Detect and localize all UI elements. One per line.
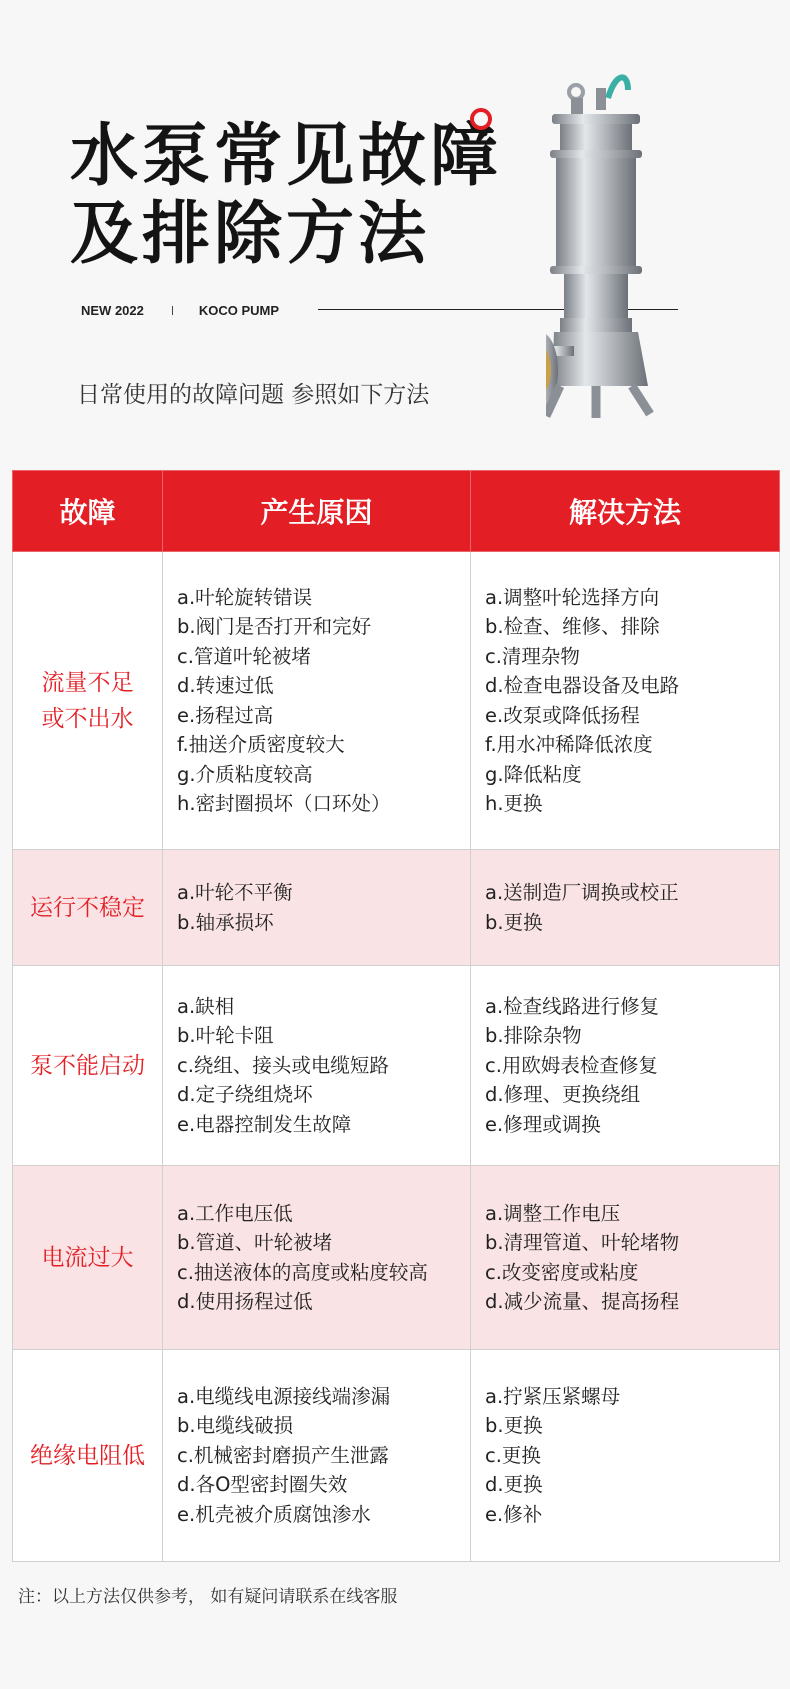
meta-row: [81, 300, 279, 320]
solution-item: c.用欧姆表检查修复: [485, 1053, 658, 1077]
fault-name: 绝缘电阻低: [13, 1350, 163, 1562]
solution-cell: [471, 552, 780, 850]
cause-item: d.转速过低: [177, 674, 274, 697]
cause-item: a.叶轮旋转错误: [177, 585, 313, 609]
cause-item: a.工作电压低: [177, 1201, 293, 1225]
table-row: [13, 850, 780, 966]
solution-item: h.更换: [485, 792, 543, 815]
cause-cell: [163, 850, 471, 966]
cause-item: b.管道、叶轮被堵: [177, 1231, 333, 1254]
solution-item: d.更换: [485, 1473, 543, 1497]
header-fault: 故障: [13, 471, 163, 552]
cause-cell: [163, 552, 471, 850]
cause-item: e.电器控制发生故障: [177, 1112, 352, 1136]
solution-item: g.降低粘度: [485, 762, 582, 786]
title-block: [70, 118, 502, 274]
submersible-pump-image: [546, 70, 696, 420]
cause-item: c.绕组、接头或电缆短路: [177, 1053, 389, 1077]
cause-item: e.扬程过高: [177, 703, 274, 727]
cause-item: f.抽送介质密度较大: [177, 733, 345, 756]
table-row: [13, 1350, 780, 1562]
cause-cell: [163, 966, 471, 1166]
meta-divider: [172, 306, 173, 315]
fault-name: 流量不足 或不出水: [13, 552, 163, 850]
header-solution: 解决方法: [471, 471, 780, 552]
solution-item: b.排除杂物: [485, 1024, 582, 1048]
ring-ornament: [470, 108, 492, 130]
table-header: [13, 471, 780, 552]
cause-item: d.定子绕组烧坏: [177, 1083, 313, 1107]
cause-item: d.各O型密封圈失效: [177, 1473, 348, 1497]
cause-item: c.管道叶轮被堵: [177, 644, 311, 668]
solution-item: e.修补: [485, 1502, 543, 1526]
solution-item: c.改变密度或粘度: [485, 1260, 639, 1284]
solution-item: f.用水冲稀降低浓度: [485, 733, 653, 756]
solution-item: a.调整工作电压: [485, 1201, 621, 1225]
page-subtitle: 日常使用的故障问题 参照如下方法: [77, 382, 430, 408]
fault-name: 电流过大: [13, 1166, 163, 1350]
header-cause: 产生原因: [163, 471, 471, 552]
table-row: [13, 966, 780, 1166]
cause-item: b.叶轮卡阻: [177, 1024, 274, 1048]
solution-item: c.更换: [485, 1443, 541, 1467]
cause-item: h.密封圈损坏（口环处）: [177, 792, 391, 815]
solution-item: d.检查电器设备及电路: [485, 674, 680, 697]
solution-cell: [471, 850, 780, 966]
solution-item: b.更换: [485, 910, 543, 934]
cause-item: c.机械密封磨损产生泄露: [177, 1443, 389, 1467]
page-title-line2: 及排除方法: [70, 195, 431, 274]
solution-item: b.更换: [485, 1414, 543, 1438]
solution-item: a.检查线路进行修复: [485, 994, 660, 1018]
solution-item: a.调整叶轮选择方向: [485, 585, 660, 609]
table-row: [13, 552, 780, 850]
solution-cell: [471, 1350, 780, 1562]
solution-item: a.送制造厂调换或校正: [485, 881, 679, 904]
cause-item: a.电缆线电源接线端渗漏: [177, 1384, 391, 1408]
solution-item: d.修理、更换绕组: [485, 1083, 641, 1107]
cause-item: a.缺相: [177, 994, 235, 1018]
cause-item: b.轴承损坏: [177, 910, 274, 934]
cause-item: e.机壳被介质腐蚀渗水: [177, 1502, 371, 1526]
solution-cell: [471, 966, 780, 1166]
cause-item: d.使用扬程过低: [177, 1290, 313, 1313]
solution-cell: [471, 1166, 780, 1350]
page-title-line1: 水泵常见故障: [70, 117, 503, 196]
meta-year: NEW 2022: [81, 302, 144, 318]
fault-name: 运行不稳定: [13, 850, 163, 966]
solution-item: e.改泵或降低扬程: [485, 703, 640, 727]
fault-name: 泵不能启动: [13, 966, 163, 1166]
cause-item: g.介质粘度较高: [177, 762, 313, 786]
footnote: 注：以上方法仅供参考， 如有疑问请联系在线客服: [18, 1587, 398, 1607]
solution-item: e.修理或调换: [485, 1112, 601, 1136]
meta-brand: KOCO PUMP: [198, 302, 280, 318]
cause-item: b.阀门是否打开和完好: [177, 615, 372, 638]
solution-item: a.拧紧压紧螺母: [485, 1384, 621, 1408]
cause-cell: [163, 1166, 471, 1350]
cause-item: b.电缆线破损: [177, 1414, 294, 1438]
cause-cell: [163, 1350, 471, 1562]
table-row: [13, 1166, 780, 1350]
solution-item: c.清理杂物: [485, 644, 580, 668]
cause-item: a.叶轮不平衡: [177, 881, 293, 904]
solution-item: b.检查、维修、排除: [485, 615, 660, 638]
cause-item: c.抽送液体的高度或粘度较高: [177, 1260, 428, 1284]
solution-item: b.清理管道、叶轮堵物: [485, 1231, 680, 1254]
solution-item: d.减少流量、提高扬程: [485, 1290, 680, 1313]
fault-table: [12, 470, 780, 1562]
